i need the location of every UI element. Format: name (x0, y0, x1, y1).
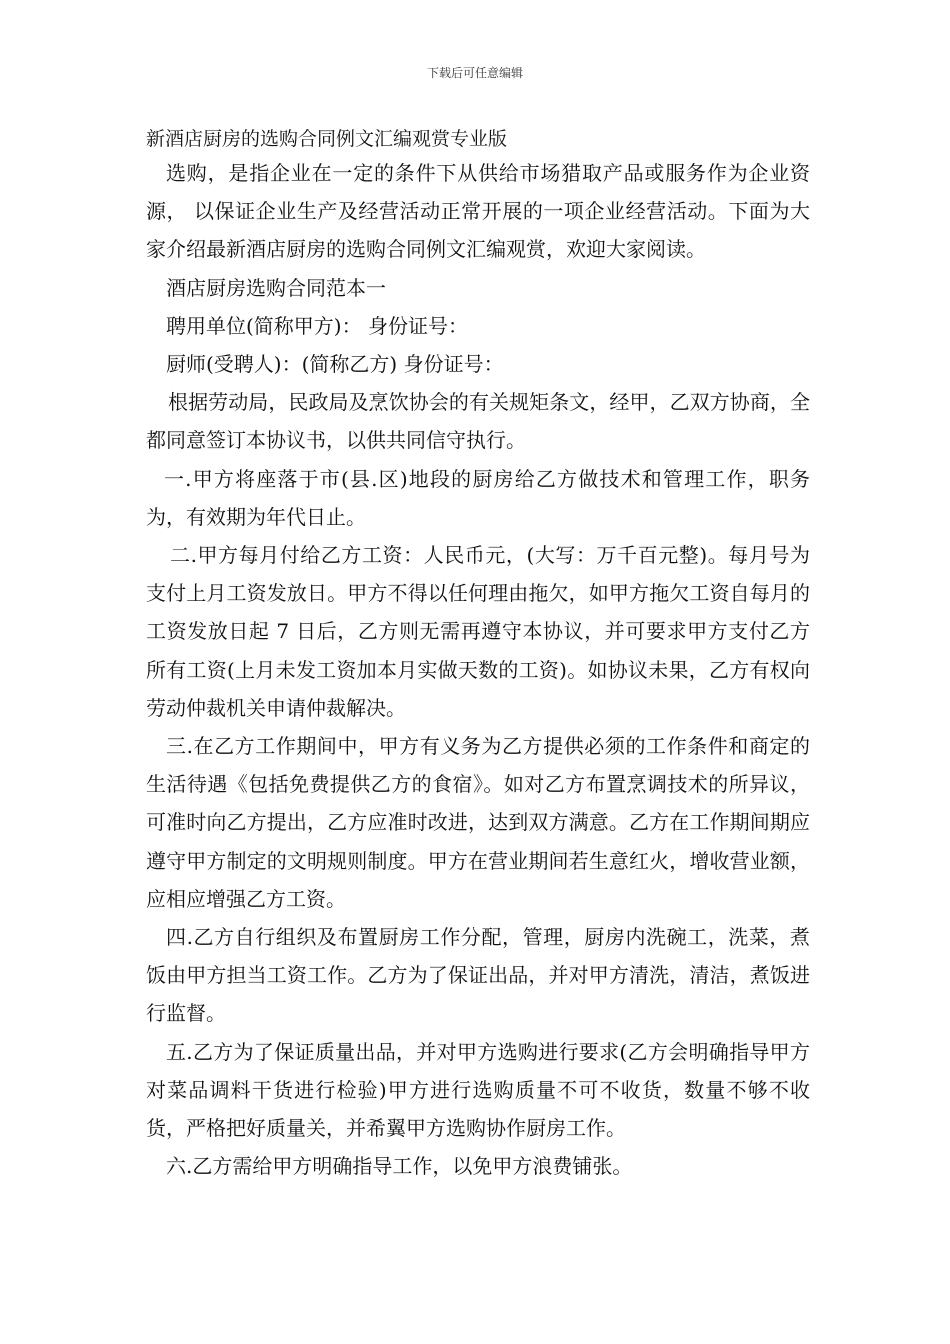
document-title: 新酒店厨房的选购合同例文汇编观赏专业版 (146, 128, 508, 150)
paragraph-clause-3: 三.在乙方工作期间中，甲方有义务为乙方提供必须的工作条件和商定的生活待遇《包括免费提供乙方的食宿》。如对乙方布置烹调技术的所异议，可准时向乙方提出，乙方应准时改进，达到双方满意。乙方在工作期间期应遵守甲方制定的文明规则制度。甲方在营业期间若生意红火，增收营业额，应相应增强乙方工资。 (146, 734, 810, 911)
paragraph-clause-1: 一.甲方将座落于市(县.区)地段的厨房给乙方做技术和管理工作，职务为，有效期为年代日止。 (146, 466, 810, 529)
paragraph-chef: 厨师(受聘人)：(简称乙方) 身份证号： (166, 352, 504, 377)
paragraph-clause-4: 四.乙方自行组织及布置厨房工作分配，管理，厨房内洗碗工，洗菜，煮饭由甲方担当工资工作。乙方为了保证出品，并对甲方清洗，清洁，煮饭进行监督。 (146, 925, 810, 1026)
paragraph-clause-5: 五.乙方为了保证质量出品，并对甲方选购进行要求(乙方会明确指导甲方对菜品调料干货进行检验)甲方进行选购质量不可不收货，数量不够不收货，严格把好质量关，并希翼甲方选购协作厨房工作。 (146, 1039, 810, 1141)
paragraph-clause-2: 二.甲方每月付给乙方工资：人民币元，(大写：万千百元整)。每月号为支付上月工资发放日。甲方不得以任何理由拖欠，如甲方拖欠工资自每月的工资发放日起 7 日后，乙方则无需再遵守本协议，并可要求甲方支付乙方所有工资(上月未发工资加本月实做天数的工资)。如协议未果，乙方有权向劳动仲裁机关申请仲裁解决。 (146, 543, 810, 720)
paragraph-employer: 聘用单位(简称甲方)： 身份证号： (166, 313, 468, 338)
paragraph-clause-6: 六.乙方需给甲方明确指导工作，以免甲方浪费铺张。 (166, 1154, 633, 1179)
paragraph-basis: 根据劳动局，民政局及烹饮协会的有关规矩条文，经甲，乙双方协商，全都同意签订本协议书，以供共同信守执行。 (146, 390, 810, 453)
paragraph-intro: 选购，是指企业在一定的条件下从供给市场猎取产品或服务作为企业资源， 以保证企业生产及经营活动正常开展的一项企业经营活动。下面为大家介绍最新酒店厨房的选购合同例文汇编观赏，欢迎大家阅读。 (146, 161, 810, 262)
page-header: 下载后可任意编辑 (426, 66, 523, 80)
document-body (146, 154, 810, 1185)
paragraph-contract-heading: 酒店厨房选购合同范本一 (166, 275, 386, 300)
